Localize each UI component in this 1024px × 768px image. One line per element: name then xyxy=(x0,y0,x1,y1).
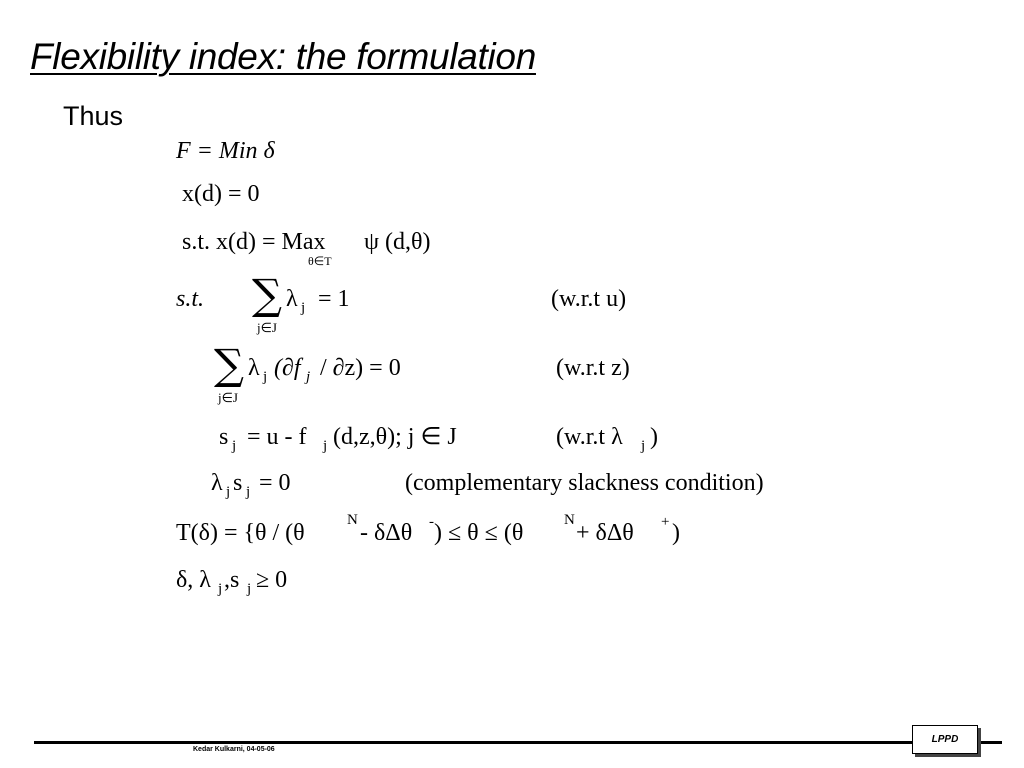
footer-author: Kedar Kulkarni, 04-05-06 xyxy=(193,746,275,753)
complementary-slackness-note: (complementary slackness condition) xyxy=(405,470,764,496)
nonneg-part-b: ,s xyxy=(224,567,240,593)
sum-lambda-subscript: j xyxy=(301,300,306,316)
slack-s: s xyxy=(219,424,229,450)
comp-s-subscript: j xyxy=(246,484,251,500)
comp-lambda-subscript: j xyxy=(226,484,231,500)
slack-middle: = u - f xyxy=(247,424,307,450)
t-set-close: ) xyxy=(672,520,680,546)
wrt-lambda-close: ) xyxy=(650,424,658,450)
footer-divider xyxy=(34,741,1002,744)
slack-f-subscript: j xyxy=(323,438,328,454)
slide-title: Flexibility index: the formulation xyxy=(30,36,536,77)
t-plus-superscript: + xyxy=(661,514,670,530)
wrt-lambda-subscript: j xyxy=(641,438,646,454)
grad-partial-f: (∂f xyxy=(274,355,301,381)
constraint-st-label: s.t. xyxy=(176,286,205,312)
inner-problem-lhs: s.t. x(d) = Max xyxy=(182,229,326,255)
x-definition-equation: x(d) = 0 xyxy=(182,181,260,207)
wrt-lambda-note: (w.r.t λ xyxy=(556,424,623,450)
grad-rhs: / ∂z) = 0 xyxy=(320,355,401,381)
summation-symbol-2: ∑ xyxy=(214,340,244,389)
inner-problem-rhs: ψ (d,θ) xyxy=(364,229,431,255)
summation-symbol: ∑ xyxy=(252,270,282,319)
t-N-superscript-1: N xyxy=(347,512,358,528)
intro-text: Thus xyxy=(63,101,124,131)
comp-rhs: = 0 xyxy=(259,470,291,496)
nonneg-part-a: δ, λ xyxy=(176,567,211,593)
inner-problem-subscript: θ∈T xyxy=(308,254,332,268)
summation-index: j∈J xyxy=(257,320,277,335)
grad-lambda-subscript: j xyxy=(263,369,268,385)
comp-s: s xyxy=(233,470,243,496)
summation-index-2: j∈J xyxy=(218,390,238,405)
sum-lambda-rhs: = 1 xyxy=(318,286,350,312)
lppd-logo-badge xyxy=(912,725,978,754)
t-N-superscript-2: N xyxy=(564,512,575,528)
slack-rhs: (d,z,θ); j ∈ J xyxy=(333,424,457,450)
t-minus-superscript: - xyxy=(429,514,434,530)
nonneg-part-c: ≥ 0 xyxy=(256,567,288,593)
wrt-z-note: (w.r.t z) xyxy=(556,355,630,381)
nonneg-subscript-1: j xyxy=(218,581,223,597)
sum-lambda: λ xyxy=(286,286,298,312)
lppd-badge-label: LPPD xyxy=(931,734,959,745)
grad-lambda: λ xyxy=(248,355,260,381)
slack-s-subscript: j xyxy=(232,438,237,454)
objective-equation: F = Min δ xyxy=(176,138,275,164)
wrt-u-note: (w.r.t u) xyxy=(551,286,627,312)
t-set-mid-3: + δΔθ xyxy=(576,520,634,546)
t-set-mid-1: - δΔθ xyxy=(360,520,413,546)
nonneg-subscript-2: j xyxy=(247,581,252,597)
grad-f-subscript: j xyxy=(306,369,311,385)
t-set-lhs: T(δ) = {θ / (θ xyxy=(176,520,305,546)
comp-lambda: λ xyxy=(211,470,223,496)
t-set-mid-2: ) ≤ θ ≤ (θ xyxy=(434,520,524,546)
